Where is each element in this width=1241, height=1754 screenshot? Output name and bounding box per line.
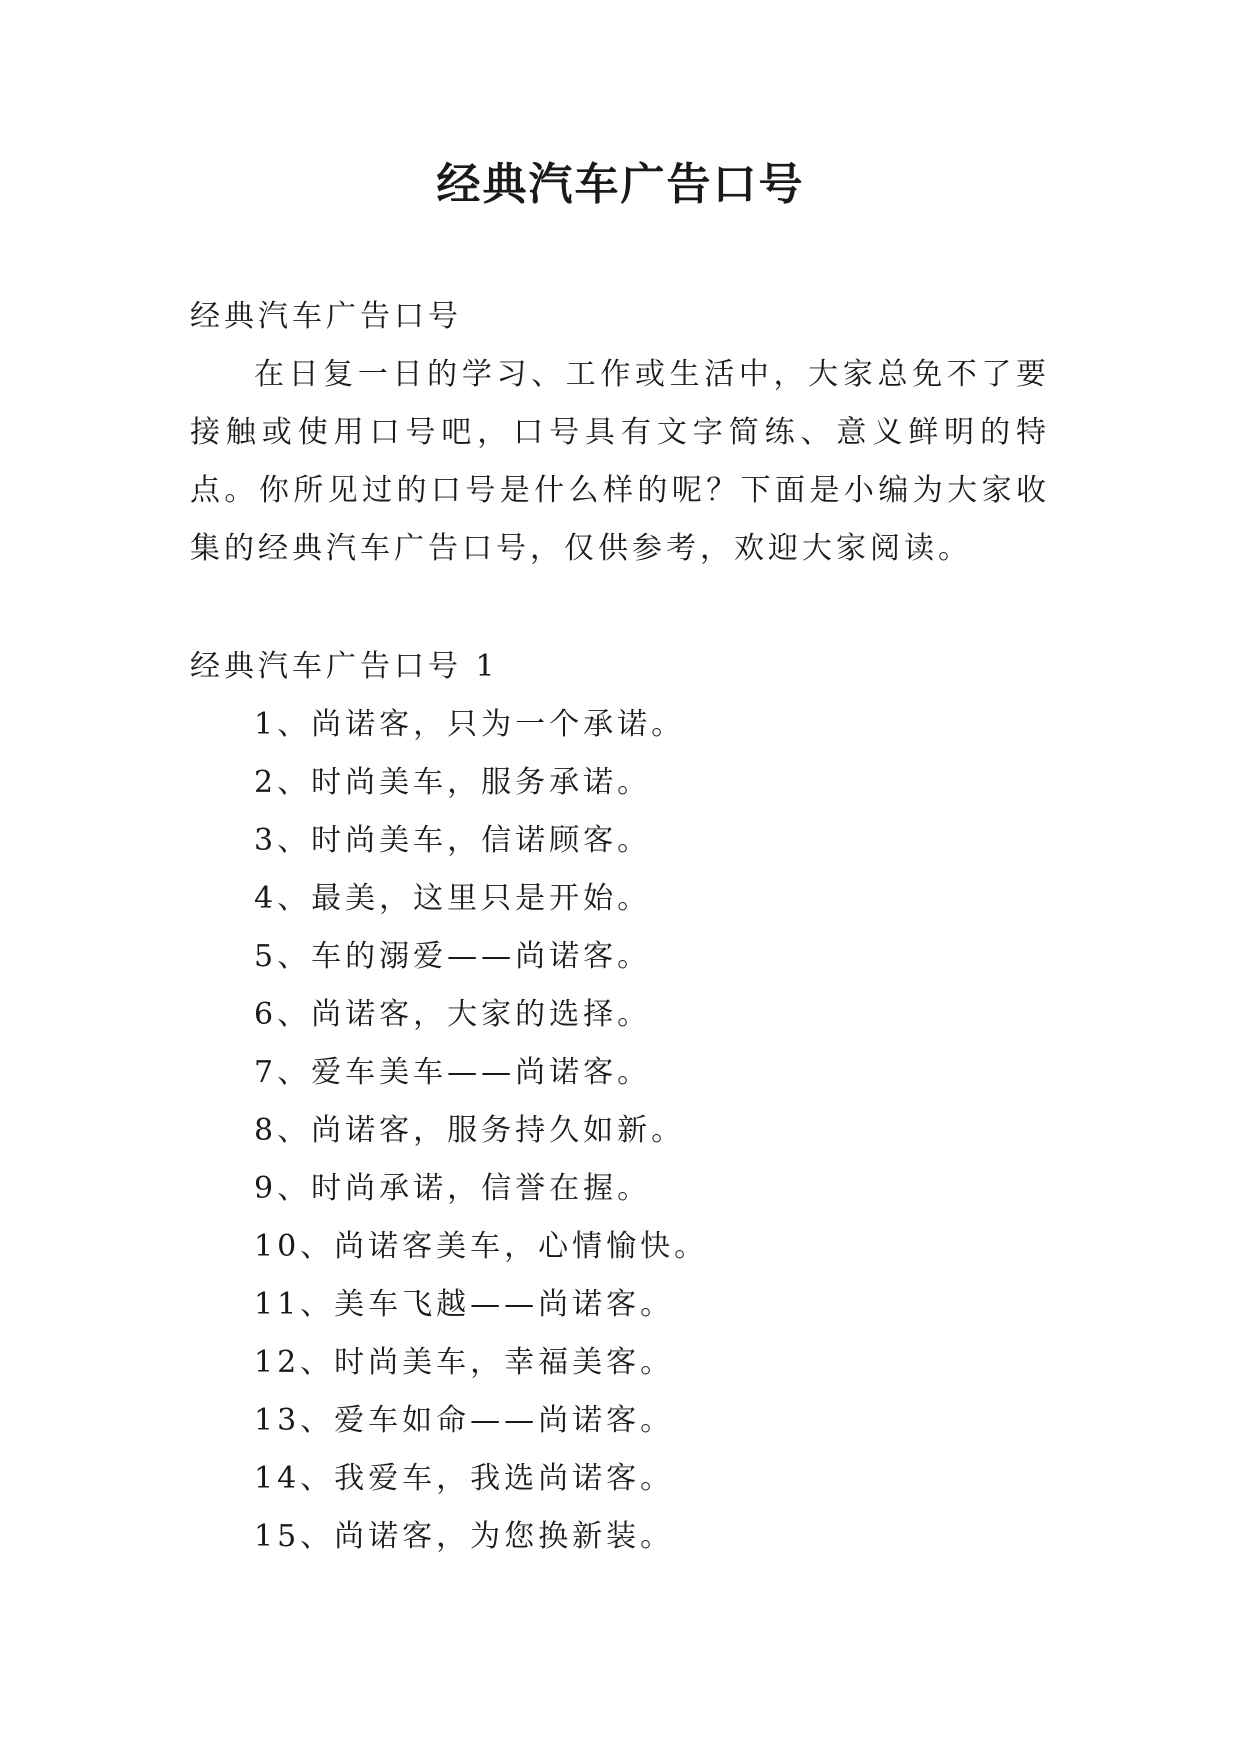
section-heading: 经典汽车广告口号 1 <box>190 649 499 684</box>
list-item: 11、美车飞越——尚诺客。 <box>254 1287 675 1322</box>
list-item: 14、我爱车，我选尚诺客。 <box>254 1461 675 1496</box>
list-item: 12、时尚美车，幸福美客。 <box>254 1345 675 1380</box>
list-item: 1、尚诺客，只为一个承诺。 <box>254 707 686 742</box>
list-item: 4、最美，这里只是开始。 <box>254 881 652 916</box>
section-spacer <box>190 578 1050 638</box>
document-body <box>190 288 1050 1566</box>
list-item: 13、爱车如命——尚诺客。 <box>254 1403 675 1438</box>
list-item: 8、尚诺客，服务持久如新。 <box>254 1113 686 1148</box>
list-item: 6、尚诺客，大家的选择。 <box>254 997 652 1032</box>
list-item: 2、时尚美车，服务承诺。 <box>254 765 652 800</box>
document-subtitle: 经典汽车广告口号 <box>190 299 462 334</box>
list-item: 3、时尚美车，信诺顾客。 <box>254 823 652 858</box>
list-item: 5、车的溺爱——尚诺客。 <box>254 939 652 974</box>
list-item: 9、时尚承诺，信誉在握。 <box>254 1171 652 1206</box>
list-item: 10、尚诺客美车，心情愉快。 <box>254 1229 709 1264</box>
slogan-list <box>190 696 1050 1566</box>
document-title: 经典汽车广告口号 <box>436 159 805 210</box>
intro-paragraph: 在日复一日的学习、工作或生活中，大家总免不了要接触或使用口号吧，口号具有文字简练、意义鲜明的特点。你所见过的口号是什么样的呢？下面是小编为大家收集的经典汽车广告口号，仅供参考，欢迎大家阅读。 <box>190 357 1050 566</box>
list-item: 15、尚诺客，为您换新装。 <box>254 1519 675 1554</box>
list-item: 7、爱车美车——尚诺客。 <box>254 1055 652 1090</box>
